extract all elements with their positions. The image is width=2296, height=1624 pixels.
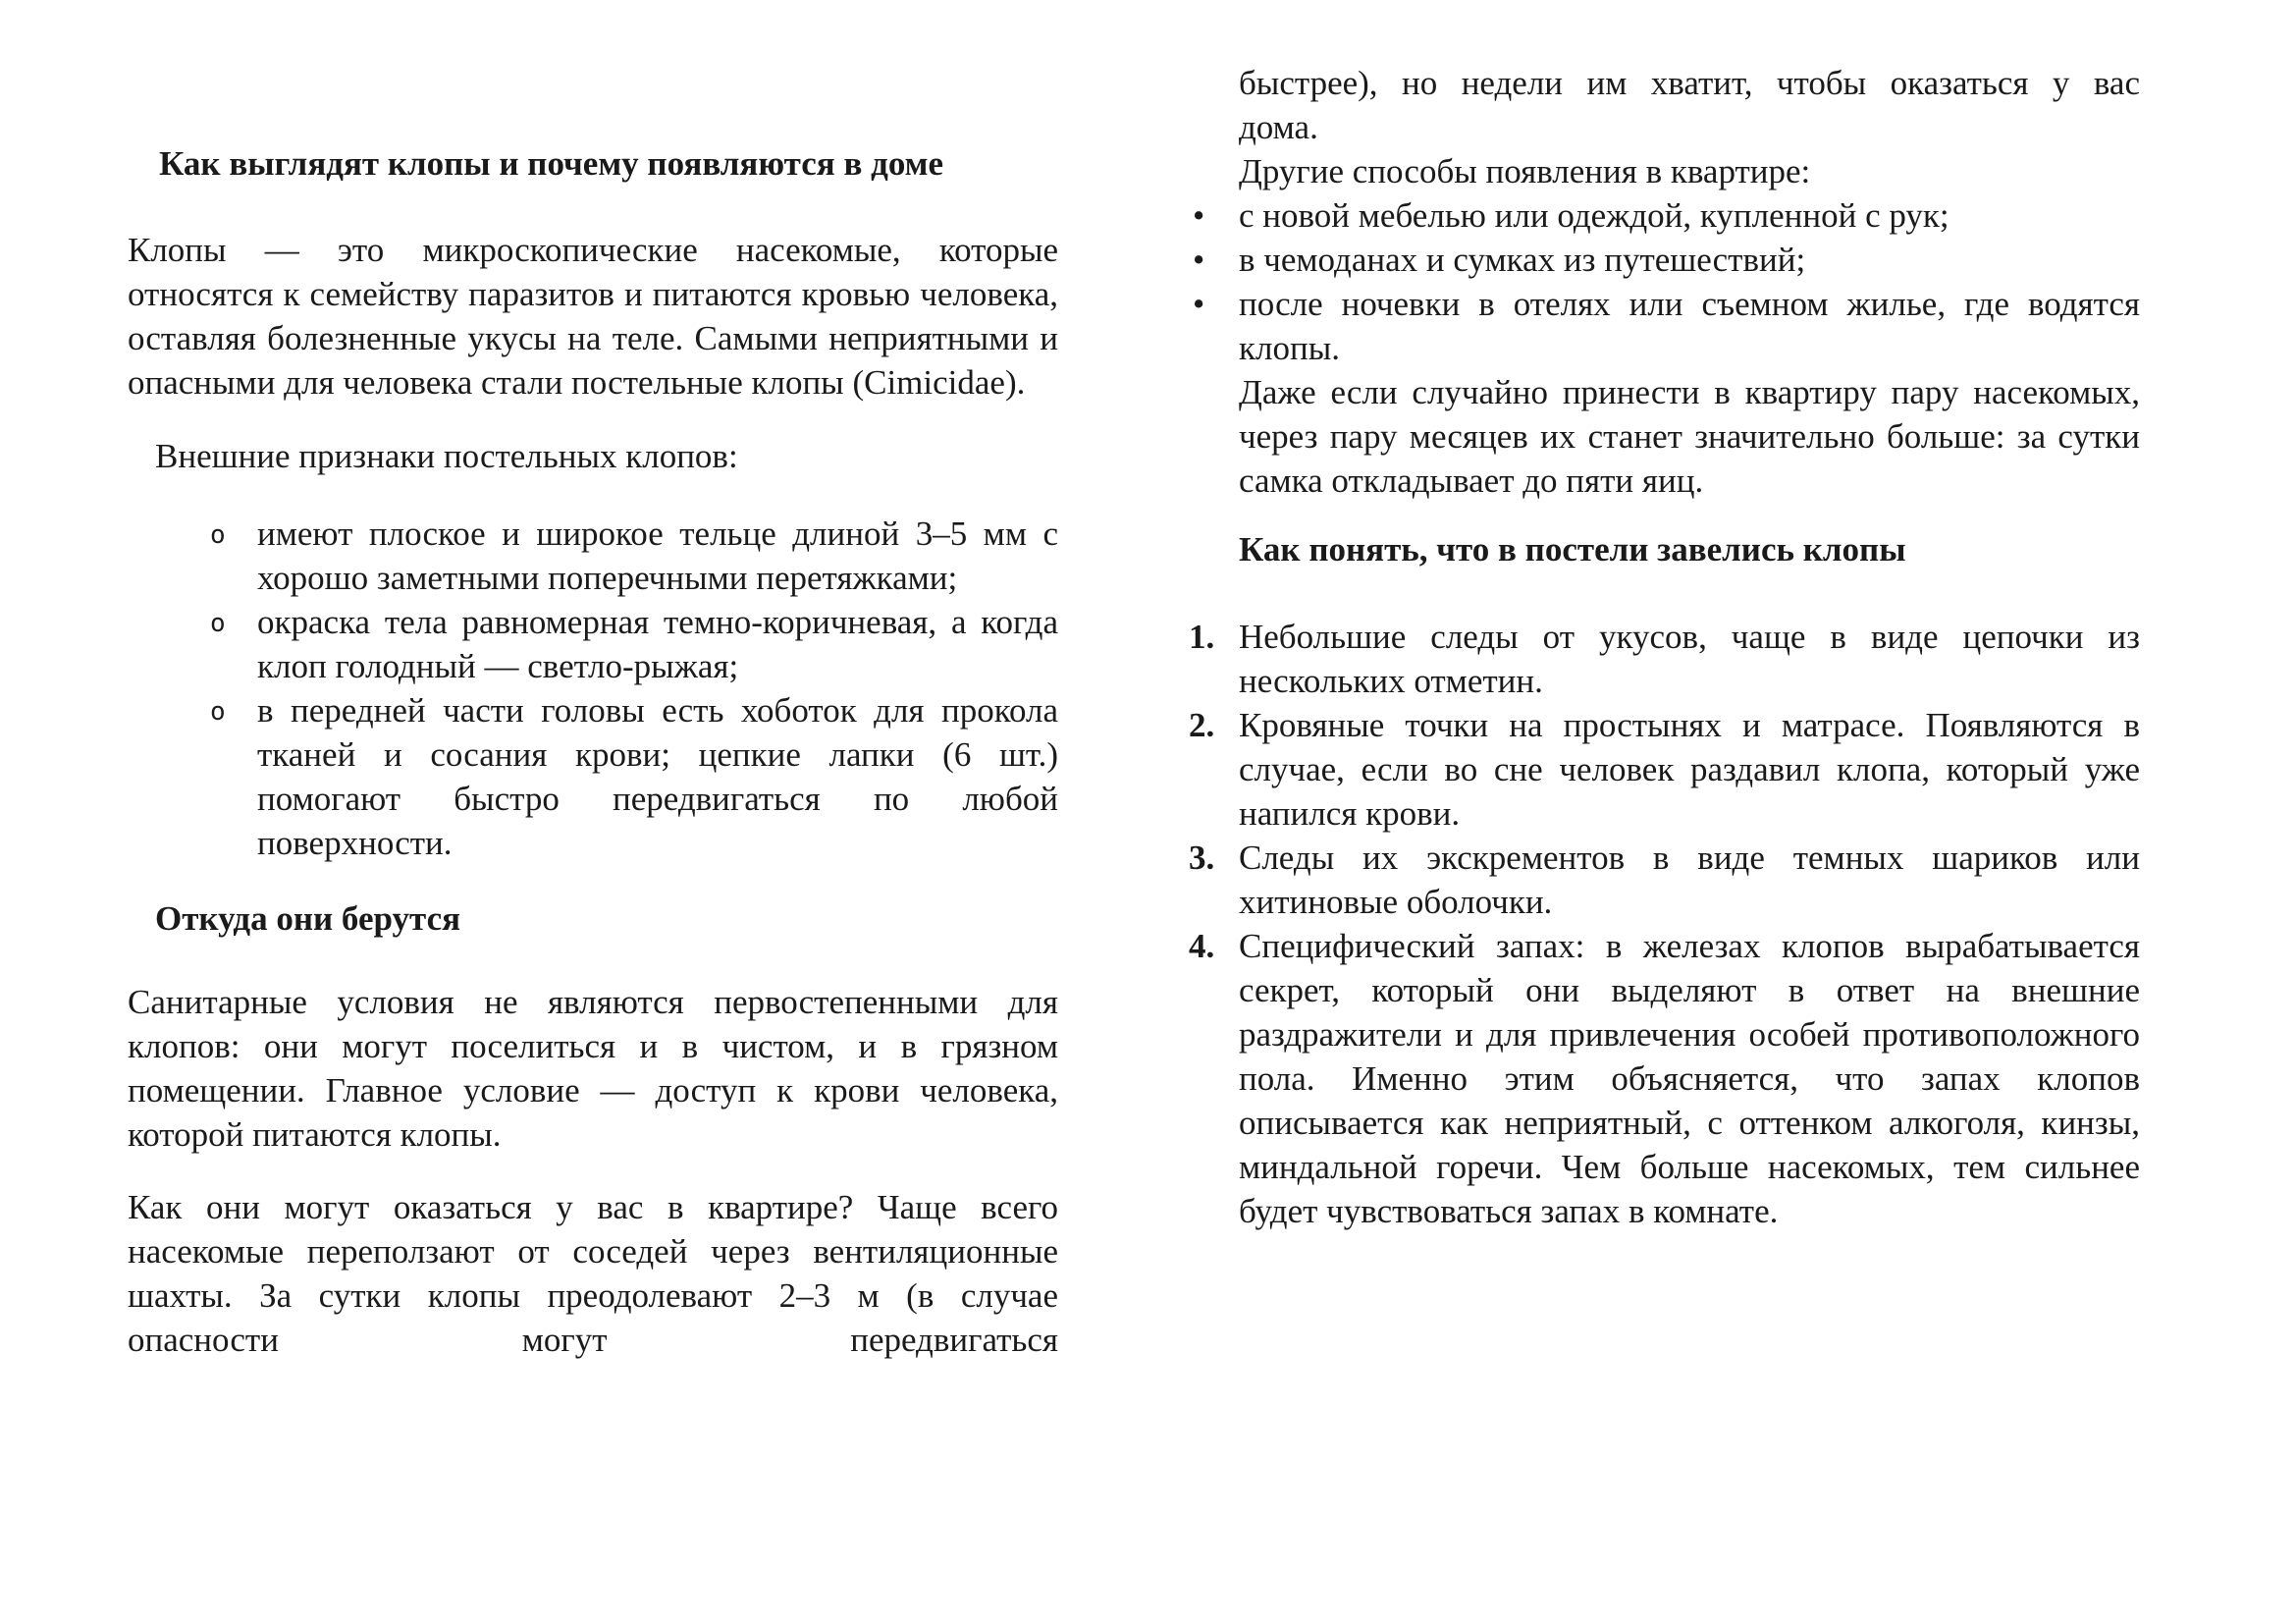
continuation-line: быстрее), но недели им хватит, чтобы оказаться у вас	[1239, 64, 2140, 102]
list-item	[1189, 703, 2140, 836]
list-number: 2.	[1189, 706, 1215, 744]
dot-bullet-icon: •	[1193, 241, 1205, 279]
list-item	[1189, 282, 2140, 370]
list-item	[1189, 836, 2140, 924]
list-item-text: в чемоданах и сумках из путешествий;	[1239, 241, 1806, 279]
list-item-text: в передней части головы есть хоботок для прокола тканей и сосания крови; цепкие лапки (6 шт.) помогают быстро передвигаться по любой поверхности.	[257, 691, 1058, 862]
dot-bullet-icon: •	[1193, 285, 1205, 323]
heading-where-they-come-from: Откуда они берутся	[155, 899, 461, 938]
list-item-text: Специфический запах: в железах клопов вырабатывается секрет, который они выделяют в ответ на внешние раздражители и для привлечения особей противоположного пола. Именно этим объясняется, что запах клопов описывается как неприятный, с оттенком алкоголя, кинзы, миндальной горечи. Чем больше насекомых, тем сильнее будет чувствоваться запах в комнате.	[1239, 927, 2140, 1230]
signs-list	[128, 512, 1058, 865]
paragraph-sanitary-conditions: Санитарные условия не являются первостепенными для клопов: они могут поселиться и в чистом, и в грязном помещении. Главное условие — доступ к крови человека, которой питаются клопы.	[128, 983, 1058, 1154]
list-item	[128, 600, 1058, 688]
paragraph-other-ways-intro: Другие способы появления в квартире:	[1239, 152, 1811, 190]
list-item	[128, 688, 1058, 865]
list-number: 1.	[1189, 618, 1215, 656]
list-number: 3.	[1189, 839, 1215, 877]
circle-bullet-icon: o	[210, 520, 226, 550]
list-number: 4.	[1189, 927, 1215, 965]
paragraph-multiplication: Даже если случайно принести в квартиру пару насекомых, через пару месяцев их станет значительно больше: за сутки самка откладывает до пяти яиц.	[1239, 373, 2140, 500]
list-item	[1189, 924, 2140, 1233]
paragraph-continuation	[1189, 61, 2140, 149]
list-item-text: Небольшие следы от укусов, чаще в виде цепочки из нескольких отметин.	[1239, 618, 2140, 700]
list-item-text: с новой мебелью или одеждой, купленной с рук;	[1239, 196, 1949, 235]
circle-bullet-icon: o	[210, 609, 226, 638]
circle-bullet-icon: o	[210, 697, 226, 727]
dot-bullet-icon: •	[1193, 196, 1205, 235]
left-column	[128, 0, 1058, 1362]
heading-how-to-detect: Как понять, что в постели завелись клопы	[1239, 530, 1906, 568]
paragraph-bedbugs-definition: Клопы — это микроскопические насекомые, которые относятся к семейству паразитов и питаются кровью человека, оставляя болезненные укусы на теле. Самыми неприятными и опасными для человека стали постельные клопы (Cimicidae).	[128, 231, 1058, 402]
right-column	[1189, 0, 2140, 1233]
continuation-line: дома.	[1239, 108, 1318, 146]
list-item	[1189, 193, 2140, 238]
detection-list	[1189, 615, 2140, 1233]
list-item-text: окраска тела равномерная темно-коричневая, а когда клоп голодный — светло-рыжая;	[257, 603, 1058, 685]
list-item	[1189, 238, 2140, 282]
paragraph-how-they-appear: Как они могут оказаться у вас в квартире? Чаще всего насекомые переползают от соседей через вентиляционные шахты. За сутки клопы преодолевают 2–3 м (в случае опасности могут передвигаться	[128, 1188, 1058, 1359]
list-item-text: после ночевки в отелях или съемном жилье, где водятся клопы.	[1239, 285, 2140, 367]
paragraph-signs-intro: Внешние признаки постельных клопов:	[155, 437, 738, 475]
list-item	[1189, 615, 2140, 703]
list-item-text: имеют плоское и широкое тельце длиной 3–5 мм с хорошо заметными поперечными перетяжками;	[257, 514, 1058, 597]
list-item-text: Следы их экскрементов в виде темных шариков или хитиновые оболочки.	[1239, 839, 2140, 921]
list-item-text: Кровяные точки на простынях и матрасе. Появляются в случае, если во сне человек раздавил клопа, который уже напился крови.	[1239, 706, 2140, 833]
ways-list	[1189, 193, 2140, 370]
list-item	[128, 512, 1058, 600]
heading-how-bedbugs-look: Как выглядят клопы и почему появляются в доме	[159, 144, 944, 183]
